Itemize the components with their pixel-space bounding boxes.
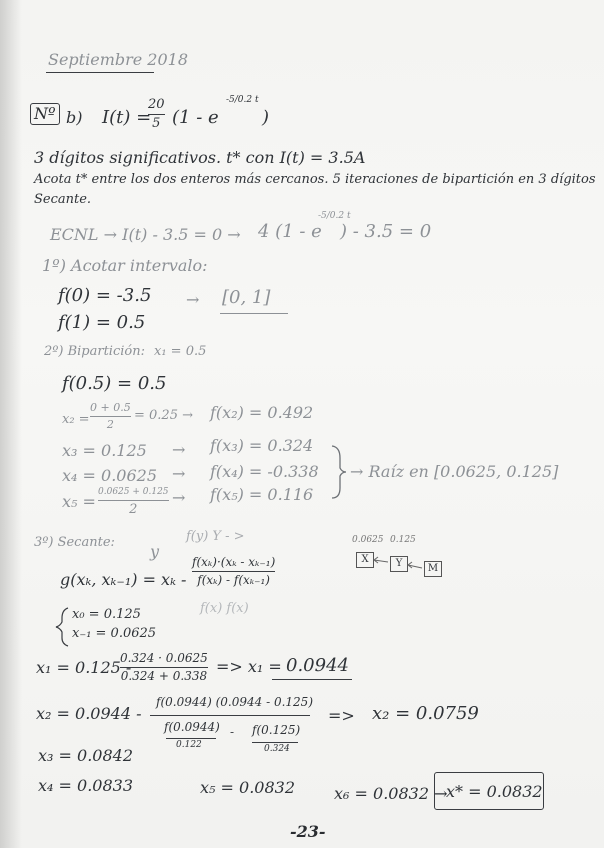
- secant-x4: x₄ = 0.0833: [38, 776, 133, 795]
- ecnl-rhs-end: ) - 3.5 = 0: [340, 221, 432, 242]
- secant-x2-sub-a: 0.122: [176, 740, 202, 750]
- ecnl-rhs: 4 (1 - e: [258, 221, 322, 242]
- step3-xm1: x₋₁ = 0.0625: [72, 626, 157, 641]
- ecnl-exponent: -5/0.2 t: [318, 211, 351, 221]
- secant-x1-lhs: x₁ = 0.125 -: [36, 658, 132, 677]
- step2-x2-lhs: x₂ =: [62, 412, 90, 427]
- secant-x2-sub-b: 0.324: [264, 744, 290, 754]
- ecnl-equation: ECNL → I(t) - 3.5 = 0 →: [50, 225, 241, 244]
- problem-number: Nº: [34, 104, 56, 123]
- step2-x1: x₁ = 0.5: [154, 344, 207, 359]
- step3-faint-scribble: f(y) Y - >: [186, 529, 245, 544]
- statement-line-2: Acota t* entre los dos enteros más cercanos. 5 iteraciones de bipartición en 3 dígitos: [34, 172, 596, 187]
- step3-g-fraction: f(xₖ)·(xₖ - xₖ₋₁) f(xₖ) - f(xₖ₋₁): [192, 555, 276, 588]
- formula-close: ): [262, 107, 270, 128]
- step2-x3-arrow: →: [172, 440, 186, 459]
- secant-x2-arrow: =>: [328, 706, 355, 725]
- step2-fx4: f(x₄) = -0.338: [210, 462, 319, 481]
- secant-x2-den-b: f(0.125): [252, 723, 301, 737]
- secant-x5: x₅ = 0.0832: [200, 778, 295, 797]
- secant-x6: x₆ = 0.0832 →: [334, 784, 448, 803]
- step2-fx3: f(x₃) = 0.324: [210, 436, 314, 455]
- step3-faint-under: f(x) f(x): [200, 601, 249, 616]
- page-title: Septiembre 2018: [48, 50, 189, 69]
- formula-fraction: 20 5: [148, 97, 165, 132]
- formula-rest: (1 - e: [172, 107, 219, 128]
- step2-x4: x₄ = 0.0625: [62, 466, 157, 485]
- statement-line-3: Secante.: [34, 192, 92, 207]
- step1-interval: [0, 1]: [222, 287, 271, 308]
- step2-fx5: f(x₅) = 0.116: [210, 485, 314, 504]
- secant-x1-value: 0.0944: [286, 655, 349, 676]
- statement-line-1: 3 dígitos significativos. t* con I(t) = 3.5A: [34, 148, 366, 167]
- secant-x1-fraction: 0.324 · 0.0625 0.324 + 0.338: [120, 651, 208, 684]
- secant-x2-sub-a-bar: [166, 738, 216, 739]
- step2-x5-lhs: x₅ =: [62, 492, 96, 511]
- secant-x2-lhs: x₂ = 0.0944 -: [36, 704, 142, 723]
- secant-x1-arrow: => x₁ =: [216, 657, 282, 676]
- final-answer: x* = 0.0832: [446, 782, 543, 801]
- step1-arrow: →: [186, 290, 200, 309]
- mini-label-1: 0.0625: [352, 535, 384, 545]
- step1-f0: f(0) = -3.5: [58, 285, 152, 306]
- step3-g-lhs: g(xₖ, xₖ₋₁) = xₖ -: [60, 570, 187, 589]
- formula-exponent: -5/0.2 t: [226, 95, 259, 105]
- step2-root: → Raíz en [0.0625, 0.125]: [350, 462, 559, 481]
- mini-box-y: Y: [390, 556, 408, 572]
- secant-x2-numerator: f(0.0944) (0.0944 - 0.125): [156, 695, 313, 709]
- step2-title: 2º) Bipartición:: [44, 344, 145, 359]
- step3-x0: x₀ = 0.125: [72, 607, 141, 622]
- mini-box-x: X: [356, 552, 374, 568]
- step2-x3: x₃ = 0.125: [62, 441, 147, 460]
- step1-f1: f(1) = 0.5: [58, 312, 146, 333]
- step2-x2-fraction: 0 + 0.5 2: [90, 401, 131, 432]
- secant-x1-underline: [272, 679, 352, 680]
- secant-x2-value: x₂ = 0.0759: [372, 703, 479, 724]
- mini-label-2: 0.125: [390, 535, 416, 545]
- secant-x2-fraction-bar: [150, 715, 310, 716]
- secant-x2-den-a: f(0.0944): [164, 720, 220, 734]
- secant-x2-minus: -: [230, 725, 235, 739]
- secant-x3: x₃ = 0.0842: [38, 746, 133, 765]
- secant-x2-sub-b-bar: [252, 742, 298, 743]
- step2-x4-arrow: →: [172, 464, 186, 483]
- step2-x5-fraction: 0.0625 + 0.125 2: [98, 487, 169, 517]
- step2-f05: f(0.5) = 0.5: [62, 373, 167, 394]
- page-number: -23-: [290, 822, 326, 841]
- step2-fx2: f(x₂) = 0.492: [210, 403, 314, 422]
- step3-title: 3º) Secante:: [34, 535, 115, 550]
- problem-part: b): [66, 108, 83, 127]
- step3-y-letter: y: [150, 542, 160, 561]
- step2-x5-arrow: →: [172, 488, 186, 507]
- step1-title: 1º) Acotar intervalo:: [42, 256, 208, 275]
- formula-lhs: I(t) =: [102, 107, 152, 128]
- mini-box-m: M: [424, 561, 442, 577]
- step2-x2-value: = 0.25 →: [134, 408, 193, 423]
